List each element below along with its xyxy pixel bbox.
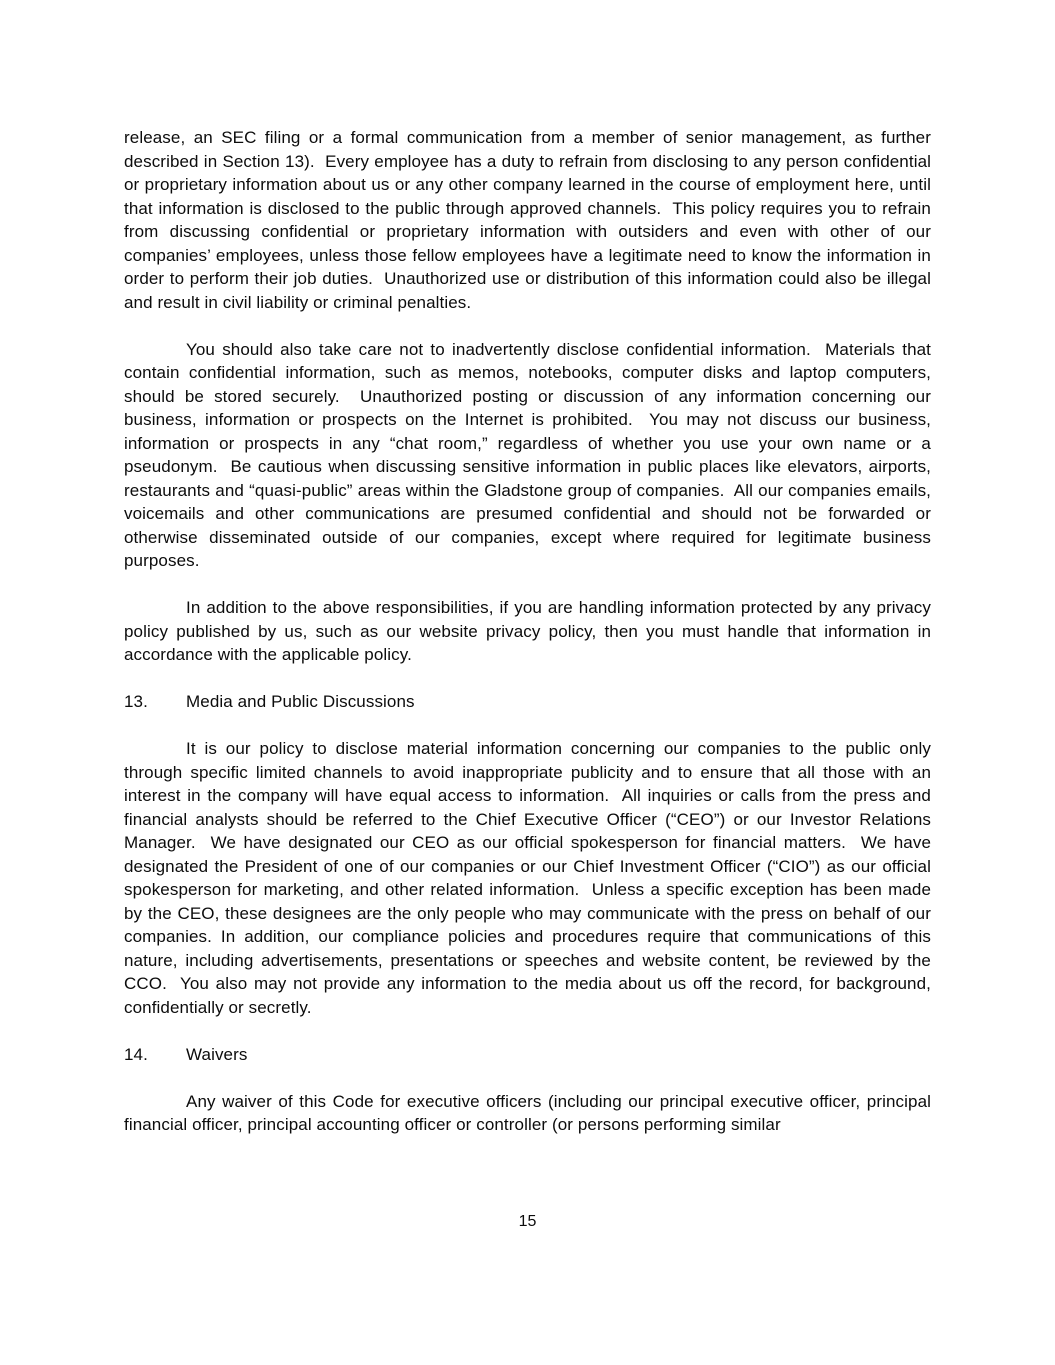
paragraph-privacy-policy: In addition to the above responsibilities, if you are handling information protected by any privacy policy published by us, such as our website privacy policy, then you must handle that information in accordance with the applicable policy. xyxy=(124,598,936,664)
section-title: Media and Public Discussions xyxy=(186,692,415,711)
page-number: 15 xyxy=(518,1213,537,1230)
section-number: 13. xyxy=(124,692,148,711)
paragraph-inadvertent-disclosure: You should also take care not to inadvertently disclose confidential information. Materials that contain confidential information, such as memos, notebooks, computer disks and laptop computers, should be stored securely. Unauthorized posting or discussion of any information concerning our business, information or prospects on the Internet is prohibited. You may not discuss our business, information or prospects in any “chat room,” regardless of whether you use your own name or a pseudonym. Be cautious when discussing sensitive information in public places like elevators, airports, restaurants and “quasi-public” areas within the Gladstone group of companies. All our companies emails, voicemails and other communications are presumed confidential and should not be forwarded or otherwise disseminated outside of our companies, except where required for legitimate business purposes. xyxy=(124,339,936,570)
section-title: Waivers xyxy=(186,1044,248,1064)
paragraph-media-policy: It is our policy to disclose material information concerning our companies to the public only through specific limited channels to avoid inappropriate publicity and to ensure that all those with an interest in the company will have equal access to information. All inquiries or calls from the press and financial analysts should be referred to the Chief Executive Officer (“CEO”) or our Investor Relations Manager. We have designated our CEO as our official spokesperson for financial matters. We have designated the President of one of our companies or our Chief Investment Officer (“CIO”) as our official spokesperson for marketing, and other related information. Unless a specific exception has been made by the CEO, these designees are the only people who may communicate with the press on behalf of our companies. In addition, our compliance policies and procedures require that communications of this nature, including advertisements, presentations or speeches and website content, be reviewed by the CCO. You also may not provide any information to the media about us off the record, for background, confidentially or secretly. xyxy=(124,739,936,1017)
paragraph-waivers: Any waiver of this Code for executive officers (including our principal executive officer, principal financial officer, principal accounting officer or controller (or persons performing similar xyxy=(124,1091,936,1134)
section-number: 14. xyxy=(124,1044,148,1064)
paragraph-confidentiality-continuation: release, an SEC filing or a formal communication from a member of senior management, as further described in Section 13). Every employee has a duty to refrain from disclosing to any person confidential or proprietary information about us or any other company learned in the course of employment here, until that information is disclosed to the public through approved channels. This policy requires you to refrain from discussing confidential or proprietary information with outsiders and even with other of our companies’ employees, unless those fellow employees have a legitimate need to know the information in order to perform their job duties. Unauthorized use or distribution of this information could also be illegal and result in civil liability or criminal penalties. xyxy=(124,128,936,312)
section-heading-14 xyxy=(124,1043,931,1067)
section-heading-13 xyxy=(124,690,931,714)
